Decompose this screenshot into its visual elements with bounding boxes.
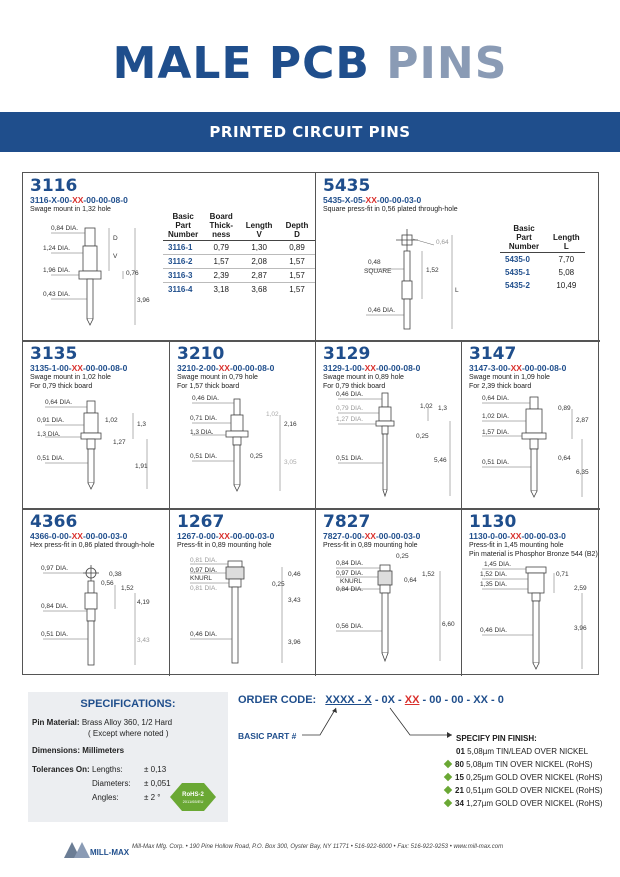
dim-label: 6,60 xyxy=(442,621,455,628)
dim-label: 0,51 DIA. xyxy=(190,453,218,460)
dim-label: 0,25 xyxy=(272,581,285,588)
dim-label: 0,81 DIA. xyxy=(190,557,218,564)
th-board-thickness: Board Thick-ness xyxy=(203,211,239,241)
table-cell: 3116-3 xyxy=(163,269,203,283)
dim-label: 0,81 DIA. xyxy=(190,585,218,592)
pin-drawing xyxy=(23,173,163,341)
pin-cell-4366 xyxy=(23,509,170,676)
dim-label: 0,56 DIA. xyxy=(336,623,364,630)
table-cell: 5,08 xyxy=(558,268,575,277)
dim-label: SQUARE xyxy=(364,268,392,275)
footer xyxy=(60,838,600,860)
part-number: 3210 xyxy=(177,344,225,364)
dim-label: 0,46 DIA. xyxy=(336,391,364,398)
part-number: 3147 xyxy=(469,344,517,364)
dim-label: 2,87 xyxy=(576,417,589,424)
dim-label: 0,51 DIA. xyxy=(41,631,69,638)
table-cell: 2,08 xyxy=(239,255,279,269)
part-description: Hex press-fit in 0,86 plated through-hole xyxy=(30,542,155,549)
dim-label: 1,3 xyxy=(438,405,448,412)
dim-label: 0,46 DIA. xyxy=(192,395,220,402)
grid-line xyxy=(23,509,600,510)
spec-tol-lengths: Lengths: xyxy=(92,765,123,774)
footer-address: Mill-Max Mfg. Corp. • 190 Pine Hollow Road, P.O. Box 300, Oyster Bay, NY 11771 • 516-922-6000 • Fax: 516-922-9253 • www.mill-max.com xyxy=(132,844,504,850)
th-length: Length V xyxy=(239,211,279,241)
dim-label: 1,45 DIA. xyxy=(484,561,512,568)
table-cell: 5435-0 xyxy=(505,255,530,264)
dim-label: 0,46 DIA. xyxy=(368,307,396,314)
pin-catalog xyxy=(22,172,599,675)
spec-tolerances-label: Tolerances On: xyxy=(32,765,90,774)
dim-label: 0,64 xyxy=(404,577,417,584)
pin-cell-3210 xyxy=(170,341,316,509)
dim-label: 1,02 DIA. xyxy=(482,413,510,420)
part-description: Square press-fit in 0,56 plated through-hole xyxy=(323,206,458,213)
th-basic-part: Basic Part Number xyxy=(500,223,548,253)
table-cell: 0,89 xyxy=(289,243,305,252)
specifications-title: SPECIFICATIONS: xyxy=(80,698,176,710)
dim-label: 1,35 DIA. xyxy=(480,581,508,588)
table-cell: 3,68 xyxy=(239,283,279,297)
table-cell: 3116-4 xyxy=(163,283,203,297)
part-code: 5435-X-05-XX-00-00-03-0 xyxy=(323,195,422,205)
dim-label: 0,51 DIA. xyxy=(37,455,65,462)
rohs-badge-title: RoHS-2 xyxy=(182,792,204,798)
part-number: 4366 xyxy=(30,512,78,532)
part-code: 4366-0-00-XX-00-00-03-0 xyxy=(30,531,128,541)
dim-label: 0,64 DIA. xyxy=(45,399,73,406)
part-number: 3135 xyxy=(30,344,78,364)
pin-finish-title: SPECIFY PIN FINISH: xyxy=(456,734,537,743)
pin-drawing xyxy=(23,509,170,676)
dim-label: D xyxy=(113,235,118,242)
part-description: Press-fit in 0,89 mounting hole xyxy=(177,542,272,549)
table-cell: 0,79 xyxy=(213,243,230,252)
spec-table-3116 xyxy=(163,211,315,296)
dim-label: 1,3 DIA. xyxy=(190,429,214,436)
dim-label: L xyxy=(455,287,459,294)
dim-label: 1,91 xyxy=(135,463,148,470)
pin-cell-1130 xyxy=(462,509,600,676)
dim-label: 0,46 xyxy=(288,571,301,578)
dim-label: 0,97 DIA. xyxy=(336,570,364,577)
order-code-basic: XXXX - X xyxy=(325,694,372,706)
table-cell: 3116-1 xyxy=(168,243,193,252)
part-description: Swage mount in 1,09 hole For 2,39 thick board xyxy=(469,374,550,390)
dim-label: 2,16 xyxy=(284,421,297,428)
table-cell: 7,70 xyxy=(558,255,575,264)
part-code: 1267-0-00-XX-00-00-03-0 xyxy=(177,531,275,541)
spec-tol-angles: Angles: xyxy=(92,793,119,802)
dim-label: 0,79 DIA. xyxy=(336,405,364,412)
part-code: 3135-1-00-XX-00-00-08-0 xyxy=(30,363,128,373)
pin-finish-option: 15 0,25µm GOLD OVER NICKEL (RoHS) xyxy=(445,773,603,782)
order-code-finish: XX xyxy=(404,694,420,706)
dim-label: 1,02 xyxy=(420,403,433,410)
table-cell: 5435-1 xyxy=(505,268,530,277)
dim-label: 3,96 xyxy=(137,297,150,304)
dim-label: 1,27 xyxy=(113,439,126,446)
part-description: Swage mount in 0,89 hole For 0,79 thick board xyxy=(323,374,404,390)
pin-drawing xyxy=(462,341,600,509)
table-cell: 1,57 xyxy=(279,283,315,297)
part-description: Swage mount in 1,32 hole xyxy=(30,206,111,213)
pin-cell-3147 xyxy=(462,341,600,509)
spec-pin-material: Pin Material: Brass Alloy 360, 1/2 Hard xyxy=(32,718,173,727)
dim-label: 0,71 xyxy=(556,571,569,578)
dim-label: 3,05 xyxy=(284,459,297,466)
table-cell: 10,49 xyxy=(556,281,577,290)
dim-label: 1,3 DIA. xyxy=(37,431,61,438)
th-length: Length L xyxy=(548,223,585,253)
dim-label: 0,64 DIA. xyxy=(482,395,510,402)
order-code-label: ORDER CODE: xyxy=(238,694,317,706)
dim-label: 0,25 xyxy=(250,453,263,460)
spec-tol-angles-value: ± 2 ° xyxy=(144,793,161,802)
dim-label: 1,57 DIA. xyxy=(482,429,510,436)
part-code: 3116-X-00-XX-00-00-08-0 xyxy=(30,195,128,205)
dim-label: 0,43 DIA. xyxy=(43,291,71,298)
dim-label: 0,71 DIA. xyxy=(190,415,218,422)
spec-table-5435 xyxy=(500,223,585,292)
pin-finish-option: 80 5,08µm TIN OVER NICKEL (RoHS) xyxy=(445,760,593,769)
rohs-diamond-icon xyxy=(444,799,452,807)
spec-tol-diameters-value: ± 0,051 xyxy=(144,779,171,788)
part-number: 1267 xyxy=(177,512,225,532)
part-code: 7827-0-00-XX-00-00-03-0 xyxy=(323,531,421,541)
spec-tol-lengths-value: ± 0,13 xyxy=(144,765,167,774)
table-cell: 2,39 xyxy=(203,269,239,283)
table-cell: 5435-2 xyxy=(505,281,530,290)
spec-dimensions: Dimensions: Millimeters xyxy=(32,746,125,755)
rohs-diamond-icon xyxy=(444,760,452,768)
pin-cell-3116 xyxy=(23,173,316,341)
dim-label: 1,02 xyxy=(266,411,279,418)
pin-cell-3129 xyxy=(316,341,462,509)
dim-label: 5,46 xyxy=(434,457,447,464)
part-description: Press-fit in 1,45 mounting hole Pin material is Phosphor Bronze 544 (B2) xyxy=(469,542,598,558)
dim-label: 0,46 DIA. xyxy=(480,627,508,634)
table-cell: 2,87 xyxy=(239,269,279,283)
dim-label: 2,59 xyxy=(574,585,587,592)
pin-cell-5435 xyxy=(316,173,600,341)
table-cell: 3,18 xyxy=(203,283,239,297)
part-description: Swage mount in 0,79 hole For 1,57 thick board xyxy=(177,374,258,390)
pin-finish-option: 01 5,08µm TIN/LEAD OVER NICKEL xyxy=(456,747,589,756)
dim-label: 0,64 xyxy=(436,239,449,246)
dim-label: KNURL xyxy=(340,578,363,585)
dim-label: 0,97 DIA. xyxy=(190,567,218,574)
dim-label: 1,52 xyxy=(121,585,134,592)
page-title xyxy=(0,38,620,89)
basic-part-label: BASIC PART # xyxy=(238,731,297,741)
pin-cell-7827 xyxy=(316,509,462,676)
part-number: 1130 xyxy=(469,512,517,532)
section-banner: PRINTED CIRCUIT PINS xyxy=(0,112,620,152)
rohs-badge xyxy=(170,783,216,811)
part-number: 3116 xyxy=(30,176,78,196)
dim-label: 1,02 xyxy=(105,417,118,424)
title-male-pcb: MALE PCB xyxy=(112,38,370,89)
pin-drawing xyxy=(462,509,600,676)
dim-label: 1,3 xyxy=(137,421,147,428)
dim-label: 1,24 DIA. xyxy=(43,245,71,252)
part-description: Swage mount in 1,02 hole For 0,79 thick board xyxy=(30,374,111,390)
pin-cell-1267 xyxy=(170,509,316,676)
dim-label: 0,84 DIA. xyxy=(336,586,364,593)
rohs-diamond-icon xyxy=(444,773,452,781)
table-cell: 1,30 xyxy=(251,243,267,252)
table-cell: 1,57 xyxy=(279,269,315,283)
part-number: 5435 xyxy=(323,176,371,196)
dim-label: 3,96 xyxy=(574,625,587,632)
dim-label: 0,84 DIA. xyxy=(336,560,364,567)
dim-label: 1,52 DIA. xyxy=(480,571,508,578)
part-description: Press-fit in 0,89 mounting hole xyxy=(323,542,418,549)
dim-label: 0,89 xyxy=(558,405,571,412)
table-cell: 1,57 xyxy=(203,255,239,269)
pin-cell-3135 xyxy=(23,341,170,509)
dim-label: 1,96 DIA. xyxy=(43,267,71,274)
part-code: 3210-2-00-XX-00-00-08-0 xyxy=(177,363,275,373)
pin-drawing xyxy=(316,341,462,509)
table-cell: 3116-2 xyxy=(163,255,203,269)
dim-label: 6,35 xyxy=(576,469,589,476)
table-cell: 1,57 xyxy=(279,255,315,269)
dim-label: 3,96 xyxy=(288,639,301,646)
dim-label: 0,25 xyxy=(396,553,409,560)
dim-label: 0,84 DIA. xyxy=(41,603,69,610)
dim-label: 0,56 xyxy=(101,580,114,587)
dim-label: 0,38 xyxy=(109,571,122,578)
dim-label: 0,64 xyxy=(558,455,571,462)
order-code: ORDER CODE: XXXX - X - 0X - XX - 00 - 00 - XX - 0 xyxy=(238,694,504,706)
spec-pin-material-note: ( Except where noted ) xyxy=(88,729,169,738)
pin-drawing xyxy=(316,173,476,341)
dim-label: 0,51 DIA. xyxy=(482,459,510,466)
dim-label: 0,97 DIA. xyxy=(41,565,69,572)
dim-label: 0,25 xyxy=(416,433,429,440)
part-number: 7827 xyxy=(323,512,371,532)
dim-label: V xyxy=(113,253,118,260)
part-code: 1130-0-00-XX-00-00-03-0 xyxy=(469,531,566,541)
mill-max-logo xyxy=(60,838,130,860)
dim-label: 1,52 xyxy=(426,267,439,274)
rohs-diamond-icon xyxy=(444,786,452,794)
rohs-badge-directive: 2011/65/EU xyxy=(182,799,204,804)
pin-drawing xyxy=(170,509,316,676)
dim-label: 4,19 xyxy=(137,599,150,606)
th-basic-part: Basic Part Number xyxy=(163,211,203,241)
spec-tol-diameters: Diameters: xyxy=(92,779,131,788)
grid-line xyxy=(23,341,600,342)
dim-label: 0,84 DIA. xyxy=(51,225,79,232)
th-depth: Depth D xyxy=(279,211,315,241)
dim-label: 0,48 xyxy=(368,259,381,266)
dim-label: 0,76 xyxy=(126,270,139,277)
part-code: 3147-3-00-XX-00-00-08-0 xyxy=(469,363,567,373)
dim-label: 0,46 DIA. xyxy=(190,631,218,638)
dim-label: 0,91 DIA. xyxy=(37,417,65,424)
dim-label: 0,51 DIA. xyxy=(336,455,364,462)
logo-text: MILL-MAX xyxy=(90,848,130,857)
pin-finish-option: 21 0,51µm GOLD OVER NICKEL (RoHS) xyxy=(445,786,603,795)
pin-drawing xyxy=(23,341,170,509)
part-code: 3129-1-00-XX-00-00-08-0 xyxy=(323,363,421,373)
dim-label: 1,27 DIA. xyxy=(336,416,364,423)
dim-label: 3,43 xyxy=(137,637,150,644)
title-pins: PINS xyxy=(386,38,508,89)
dim-label: KNURL xyxy=(190,575,213,582)
part-number: 3129 xyxy=(323,344,371,364)
dim-label: 1,52 xyxy=(422,571,435,578)
dim-label: 3,43 xyxy=(288,597,301,604)
pin-finish-option: 34 1,27µm GOLD OVER NICKEL (RoHS) xyxy=(445,799,603,808)
